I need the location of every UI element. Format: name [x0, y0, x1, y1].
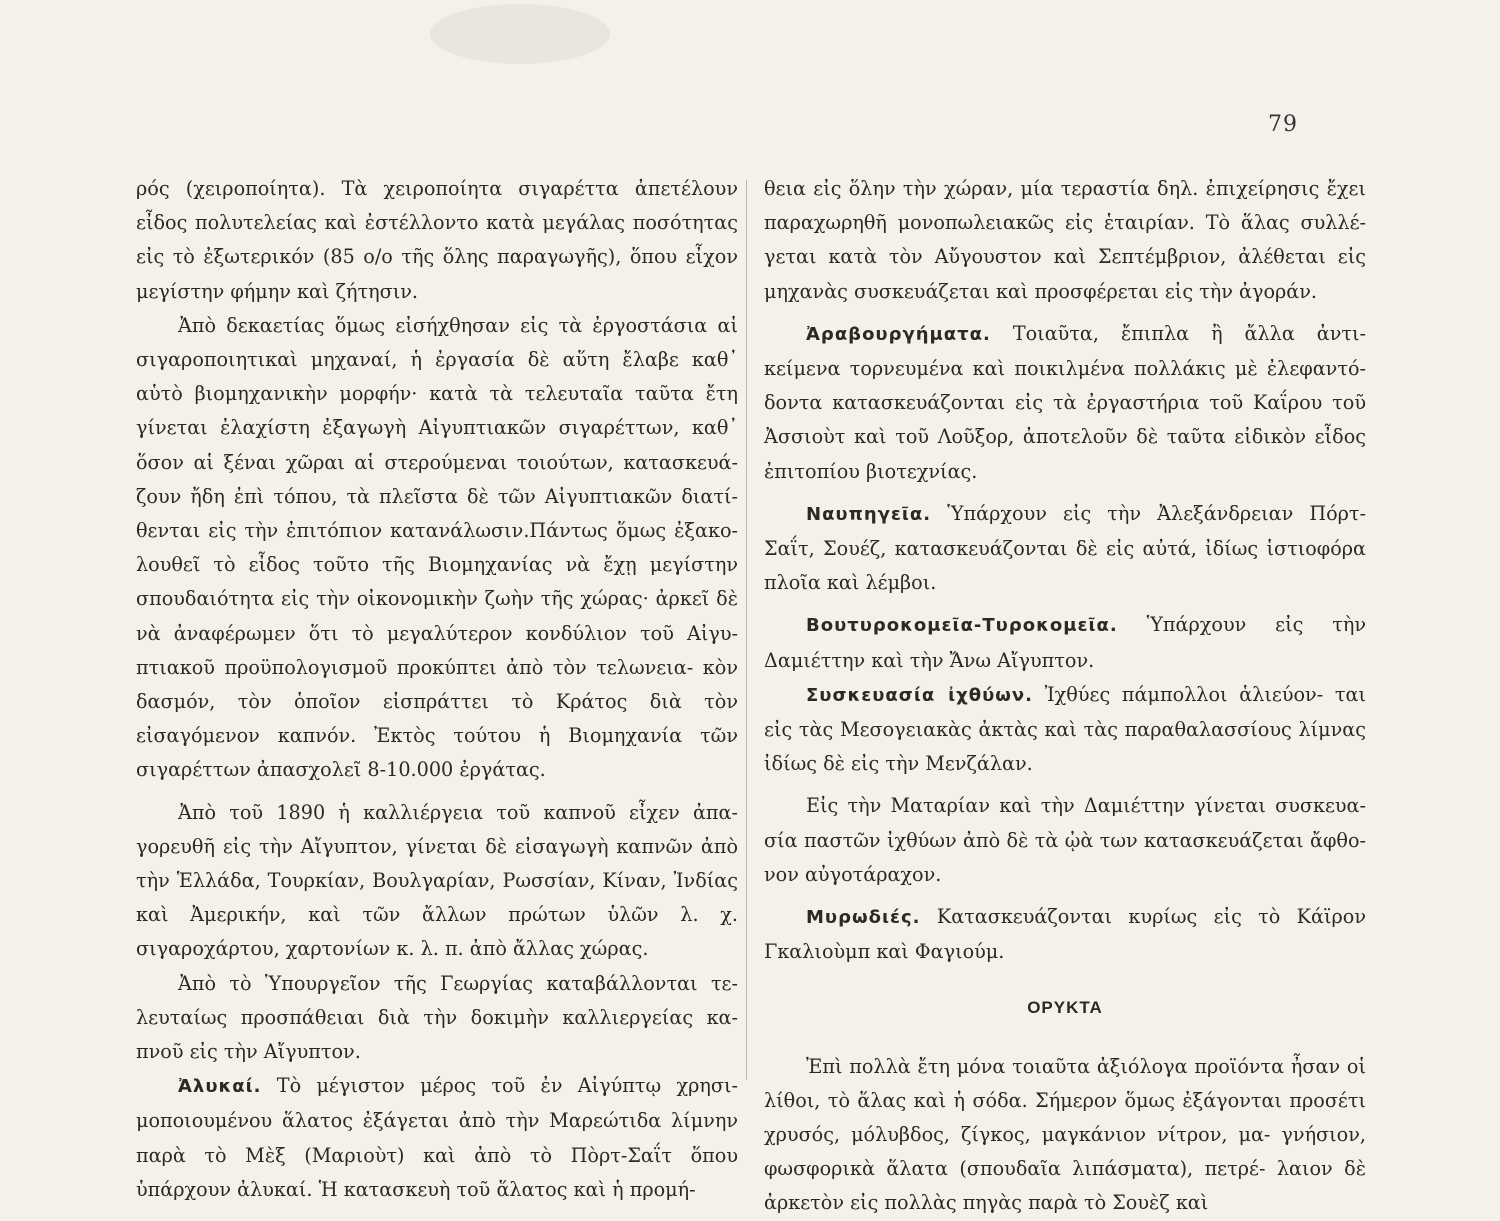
- section-heading-minerals: ΟΡΥΚΤΑ: [1027, 998, 1103, 1018]
- entry-text: Τοιαῦτα, ἔπιπλα ἢ ἄλλα ἀντι- κείμενα τορνευμένα καὶ ποικιλμένα πολλάκις μὲ ἐλεφαντό- δοντα κατασκευάζονται εἰς τὰ ἐργαστήρια τοῦ Καΐρου τοῦ Ἀσσιοὺτ καὶ τοῦ Λοῦξορ, ἀποτελοῦν δὲ ταῦτα εἰδικὸν εἶδος ἐπιτοπίου βιοτεχνίας.: [764, 321, 1366, 483]
- paper-stain: [430, 4, 610, 64]
- entry-heading: Συσκευασία ἰχθύων.: [806, 684, 1033, 706]
- paragraph-perfumes: [764, 900, 1366, 969]
- entry-text: Ὑπάρχουν εἰς τὴν Δαμιέττην καὶ τὴν Ἄνω Αἴγυπτον.: [764, 613, 1366, 672]
- paragraph: Ἀπὸ τοῦ 1890 ἡ καλλιέργεια τοῦ καπνοῦ εἶχεν ἀπα- γορευθῆ εἰς τὴν Αἴγυπτον, γίνεται δὲ εἰσαγωγὴ καπνῶν ἀπὸ τὴν Ἑλλάδα, Τουρκίαν, Βουλγαρίαν, Ρωσσίαν, Κίναν, Ἰνδίας καὶ Ἀμερικήν, καὶ τῶν ἄλλων πρώτων ὑλῶν λ. χ. σιγαροχάρτου, χαρτονίων κ. λ. π. ἀπὸ ἄλλας χώρας.: [136, 800, 738, 961]
- entry-text: Ὑπάρχουν εἰς τὴν Ἀλεξάνδρειαν Πόρτ- Σαΐτ, Σουέζ, κατασκευάζονται δὲ εἰς αὐτά, ἰδίως ἱστιοφόρα πλοῖα καὶ λέμβοι.: [764, 501, 1366, 595]
- column-divider: [746, 180, 747, 1080]
- entry-text: Κατασκευάζονται κυρίως εἰς τὸ Κάϊρον Γκαλιοὺμπ καὶ Φαγιούμ.: [764, 905, 1366, 964]
- entry-heading: Ἀραβουργήματα.: [806, 323, 991, 345]
- entry-heading: Μυρωδιές.: [806, 907, 921, 929]
- paragraph: ρός (χειροποίητα). Τὰ χειροποίητα σιγαρέττα ἀπετέλουν εἶδος πολυτελείας καὶ ἐστέλλοντο κατὰ μεγάλας ποσότητας εἰς τὸ ἐξωτερικόν (85 ο/ο τῆς ὅλης παραγωγῆς), ὅπου εἶχον μεγίστην φήμην καὶ ζήτησιν.: [136, 177, 738, 303]
- paragraph: Εἰς τὴν Ματαρίαν καὶ τὴν Δαμιέττην γίνεται συσκευα- σία παστῶν ἰχθύων ἀπὸ δὲ τὰ ᾠὰ των κατασκευάζεται ἄφθο- νον αὐγοτάραχον.: [764, 794, 1366, 886]
- entry-heading: Βουτυροκομεῖα-Τυροκομεῖα.: [806, 615, 1118, 637]
- paragraph: Ἀπὸ δεκαετίας ὅμως εἰσήχθησαν εἰς τὰ ἐργοστάσια αἱ σιγαροποιητικαὶ μηχαναί, ἡ ἐργασία δὲ αὕτη ἔλαβε καθ᾽ αὑτὸ βιομηχανικὴν μορφήν· κατὰ τὰ τελευταῖα ταῦτα ἔτη γίνεται ἐλαχίστη ἐξαγωγὴ Αἰγυπτιακῶν σιγαρέττων, καθ᾽ ὅσον αἱ ξέναι χῶραι αἱ στερούμεναι τοιούτων, κατασκευά- ζουν ἤδη ἐπὶ τόπου, τὰ πλεῖστα δὲ τῶν Αἰγυπτιακῶν διατί- θενται εἰς τὴν ἐπιτόπιον κατανάλωσιν.Πάντως ὅμως ἐξακο- λουθεῖ τὸ εἶδος τοῦτο τῆς Βιομηχανίας νὰ ἔχῃ μεγίστην σπουδαιότητα εἰς τὴν οἰκονομικὴν ζωὴν τῆς χώρας· ἀρκεῖ δὲ νὰ ἀναφέρωμεν ὅτι τὸ μεγαλύτερον κονδύλιον τοῦ Αἰγυ- πτιακοῦ προϋπολογισμοῦ προκύπτει ἀπὸ τὸν τελωνεια- κὸν δασμόν, τὸν ὁποῖον εἰσπράττει τὸ Κράτος διὰ τὸν εἰσαγόμενον καπνόν. Ἐκτὸς τούτου ἡ Βιομηχανία τῶν σιγαρέττων ἀπασχολεῖ 8-10.000 ἐργάτας.: [136, 313, 738, 782]
- entry-heading: Ἀλυκαί.: [178, 1076, 262, 1098]
- paragraph: Ἀπὸ τὸ Ὑπουργεῖον τῆς Γεωργίας καταβάλλονται τε- λευταίως προσπάθειαι διὰ τὴν δοκιμὴν καλλιεργείας κα- πνοῦ εἰς τὴν Αἴγυπτον.: [136, 971, 738, 1064]
- paragraph-shipyards: [764, 497, 1366, 601]
- paragraph: θεια εἰς ὅλην τὴν χώραν, μία τεραστία δηλ. ἐπιχείρησις ἔχει παραχωρηθῆ μονοπωλειακῶς εἰς ἑταιρίαν. Τὸ ἅλας συλλέ- γεται κατὰ τὸν Αὔγουστον καὶ Σεπτέμβριον, ἀλέθεται εἰς μηχανὰς συσκευάζεται καὶ προσφέρεται εἰς τὴν ἀγοράν.: [764, 177, 1366, 303]
- paragraph: Ἐπὶ πολλὰ ἔτη μόνα τοιαῦτα ἀξιόλογα προϊόντα ἦσαν οἱ λίθοι, τὸ ἅλας καὶ ἡ σόδα. Σήμερον ὅμως ἐξάγονται προσέτι χρυσός, μόλυβδος, ζίγκος, μαγκάνιον νίτρον, μα- γνήσιον, φωσφορικὰ ἅλατα (σπουδαῖα λιπάσματα), πετρέ- λαιον δὲ ἀρκετὸν εἰς πολλὰς πηγὰς παρὰ τὸ Σουὲζ καὶ: [764, 1054, 1366, 1215]
- paragraph-fish-packing: [764, 678, 1366, 782]
- entry-text: Ἰχθύες πάμπολλοι ἁλιεύον- ται εἰς τὰς Μεσογειακὰς ἀκτὰς καὶ τὰς παραθαλασσίους λίμνας ἰδίως δὲ εἰς τὴν Μενζάλαν.: [764, 682, 1366, 776]
- paragraph-salt-works: [136, 1069, 738, 1207]
- paragraph-dairies: [764, 608, 1366, 677]
- left-column: [136, 172, 738, 1201]
- entry-heading: Ναυπηγεῖα.: [806, 503, 932, 525]
- entry-text: Τὸ μέγιστον μέρος τοῦ ἐν Αἰγύπτῳ χρησι- μοποιουμένου ἅλατος ἐξάγεται ἀπὸ τὴν Μαρεώτιδα λίμνην παρὰ τὸ Μὲξ (Μαριοὺτ) καὶ ἀπὸ τὸ Πὸρτ-Σαΐτ ὅπου ὑπάρχουν ἀλυκαί. Ἡ κατασκευὴ τοῦ ἅλατος καὶ ἡ προμή-: [136, 1074, 738, 1201]
- page-number: 79: [1268, 112, 1298, 137]
- right-column: [764, 172, 1366, 1215]
- paragraph-arabesques: [764, 317, 1366, 489]
